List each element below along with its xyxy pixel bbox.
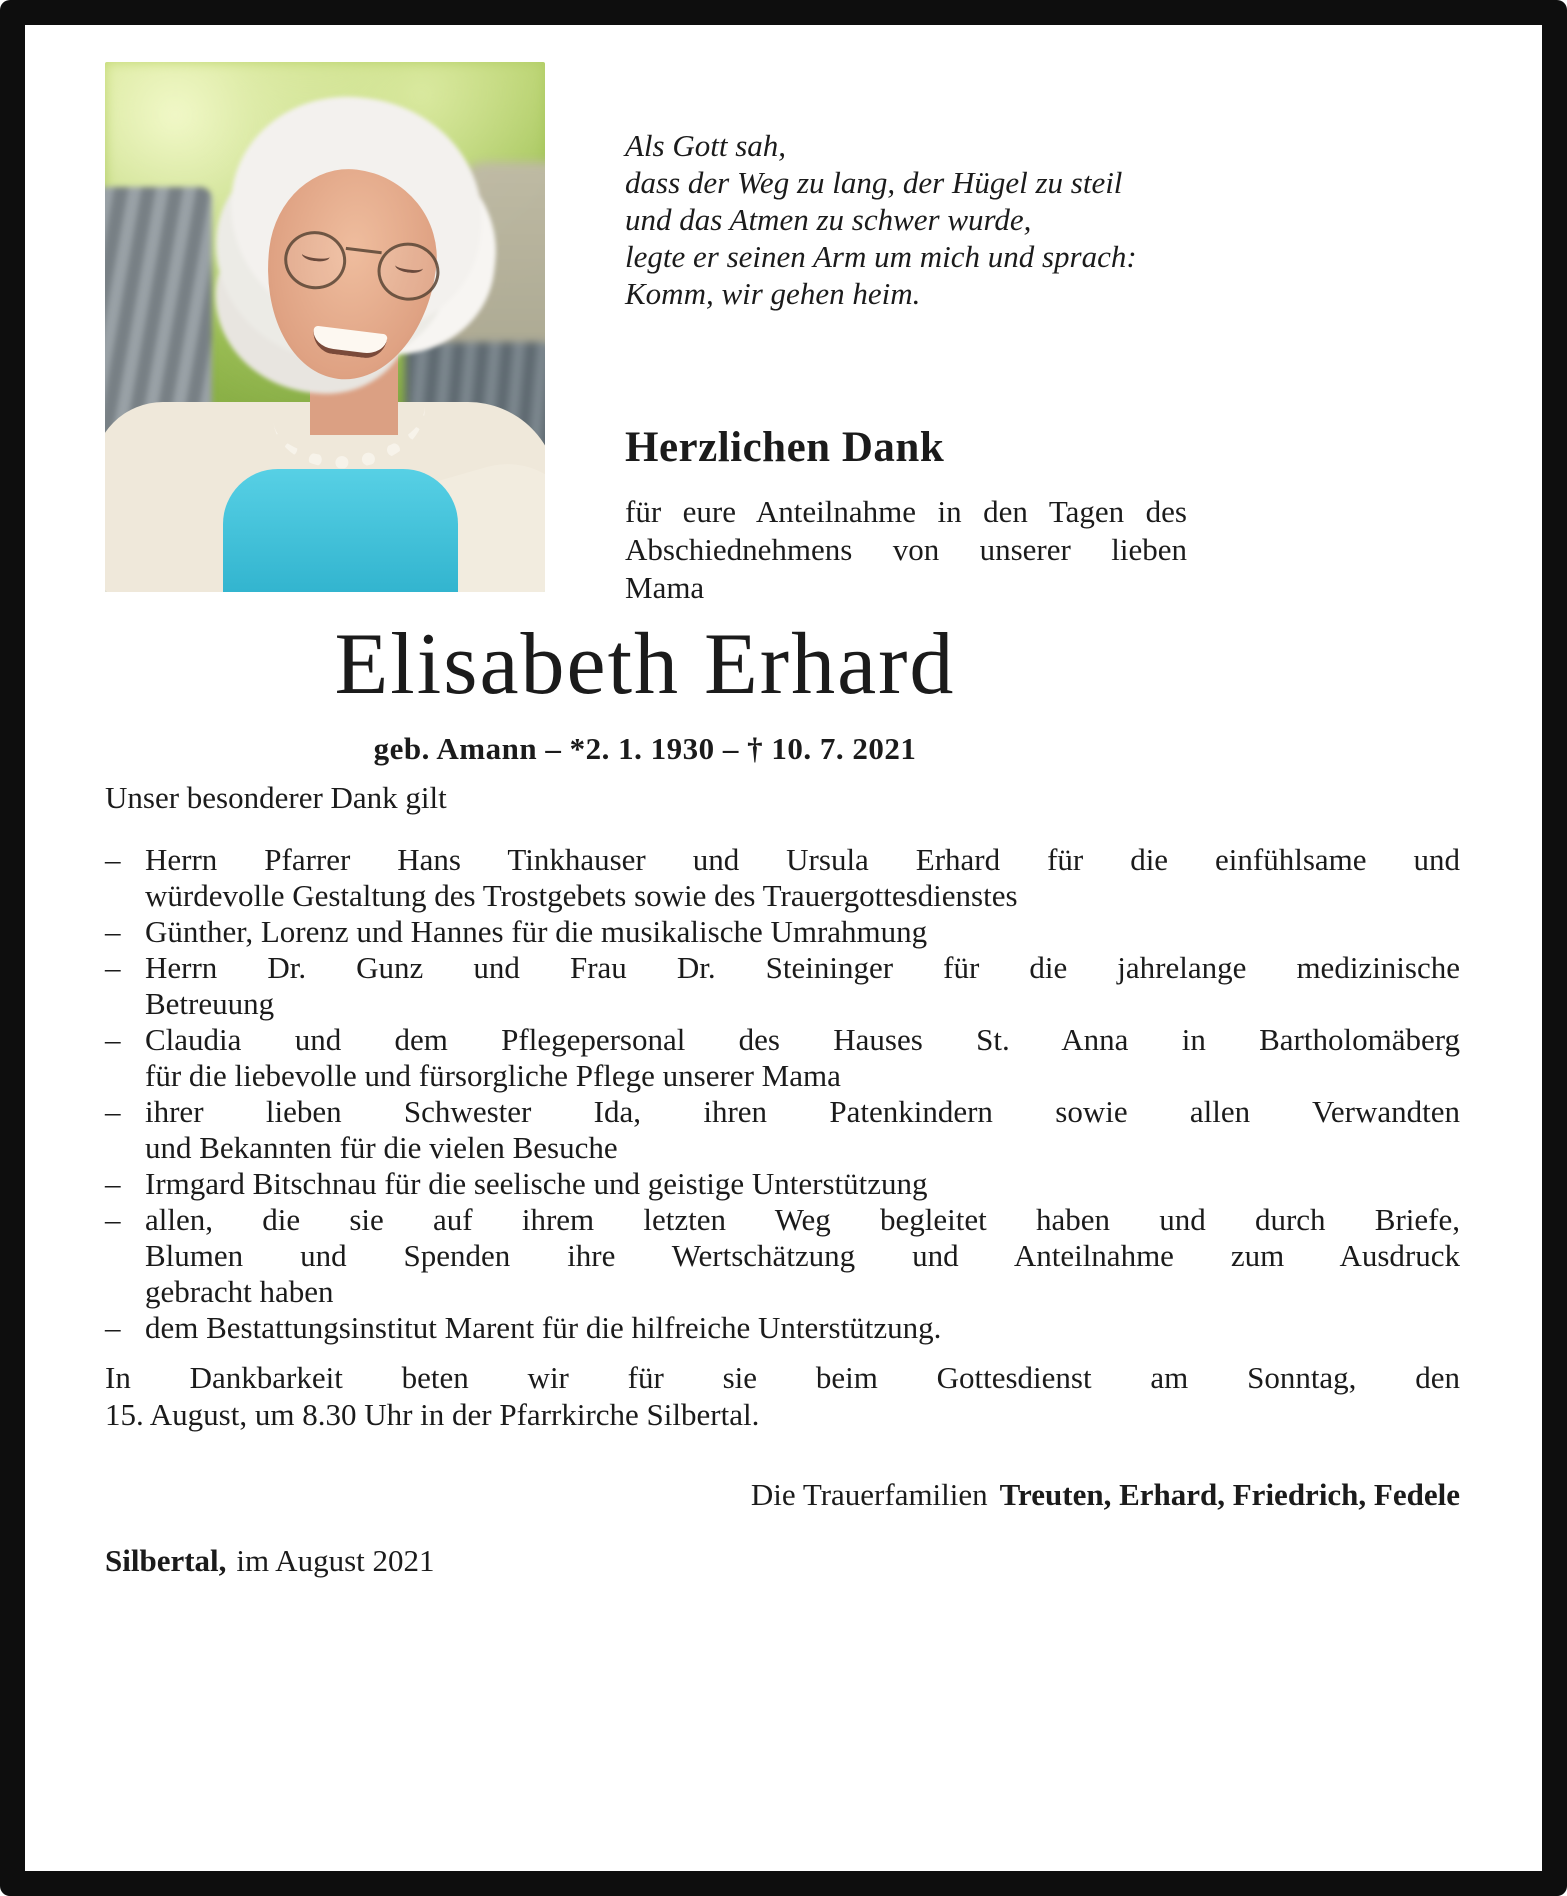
thanks-intro — [625, 493, 1187, 607]
text-line: Herrn Dr. Gunz und Frau Dr. Steininger für die jahrelange medizinische — [145, 950, 1460, 985]
list-dash: – — [105, 1022, 121, 1057]
place-and-date — [105, 1543, 435, 1579]
poem-line: Als Gott sah, — [625, 128, 787, 163]
families-label: Die Trauerfamilien — [750, 1477, 988, 1512]
text-line: Irmgard Bitschnau für die seelische und geistige Unterstützung — [145, 1166, 928, 1201]
thanks-list-item — [105, 914, 1460, 950]
text-line: Herrn Pfarrer Hans Tinkhauser und Ursula Erhard für die einfühlsame und — [145, 842, 1460, 877]
text-line: Blumen und Spenden ihre Wertschätzung und Anteilnahme zum Ausdruck — [145, 1238, 1460, 1273]
text-line: Betreuung — [145, 986, 275, 1021]
thanks-list-item — [105, 950, 1460, 1022]
head-shape — [205, 83, 506, 429]
text-line: Claudia und dem Pflegepersonal des Hauses St. Anna in Bartholomäberg — [145, 1022, 1460, 1057]
thanks-heading: Herzlichen Dank — [625, 424, 945, 471]
families-names: Treuten, Erhard, Friedrich, Fedele — [999, 1477, 1460, 1512]
text-line: In Dankbarkeit beten wir für sie beim Gottesdienst am Sonntag, den — [105, 1360, 1460, 1395]
thanks-list-item — [105, 1094, 1460, 1166]
text-line: Mama — [625, 570, 705, 605]
mourning-families — [105, 1477, 1460, 1513]
closing-paragraph — [105, 1359, 1460, 1433]
portrait-photo — [105, 62, 545, 592]
thanks-list-item — [105, 1202, 1460, 1310]
text-line: dem Bestattungsinstitut Marent für die hilfreiche Unterstützung. — [145, 1310, 942, 1345]
thanks-list-item — [105, 1166, 1460, 1202]
list-dash: – — [105, 1094, 121, 1129]
poem-line: und das Atmen zu schwer wurde, — [625, 202, 1032, 237]
thanks-list-item — [105, 1022, 1460, 1094]
poem-line: legte er seinen Arm um mich und sprach: — [625, 239, 1137, 274]
text-line: würdevolle Gestaltung des Trostgebets sowie des Trauergottesdienstes — [145, 878, 1018, 913]
glasses-bridge — [345, 247, 382, 259]
text-line: Günther, Lorenz und Hannes für die musikalische Umrahmung — [145, 914, 928, 949]
text-line: gebracht haben — [145, 1274, 334, 1309]
list-dash: – — [105, 1202, 121, 1237]
list-dash: – — [105, 950, 121, 985]
list-dash: – — [105, 1310, 121, 1345]
text-line: für eure Anteilnahme in den Tagen des — [625, 494, 1187, 529]
acknowledgements-section — [105, 780, 1460, 1346]
thanks-list — [105, 842, 1460, 1346]
memorial-poem — [625, 127, 1200, 312]
list-dash: – — [105, 914, 121, 949]
date-label: im August 2021 — [236, 1543, 435, 1578]
text-line: für die liebevolle und fürsorgliche Pflege unserer Mama — [145, 1058, 841, 1093]
text-line: und Bekannten für die vielen Besuche — [145, 1130, 618, 1165]
text-line: allen, die sie auf ihrem letzten Weg begleitet haben und durch Briefe, — [145, 1202, 1460, 1237]
text-line: 15. August, um 8.30 Uhr in der Pfarrkirche Silbertal. — [105, 1397, 760, 1432]
place-label: Silbertal, — [105, 1543, 227, 1578]
thanks-list-item — [105, 1310, 1460, 1346]
acknowledgements-intro: Unser besonderer Dank gilt — [105, 780, 447, 815]
turquoise-shirt-shape — [223, 469, 458, 592]
list-dash: – — [105, 1166, 121, 1201]
deceased-name: Elisabeth Erhard — [334, 616, 956, 713]
text-line: Abschiednehmens von unserer lieben — [625, 532, 1187, 567]
text-line: ihrer lieben Schwester Ida, ihren Patenkindern sowie allen Verwandten — [145, 1094, 1460, 1129]
poem-line: dass der Weg zu lang, der Hügel zu steil — [625, 165, 1123, 200]
list-dash: – — [105, 842, 121, 877]
life-dates: geb. Amann – *2. 1. 1930 – † 10. 7. 2021 — [373, 731, 917, 766]
poem-line: Komm, wir gehen heim. — [625, 276, 921, 311]
thanks-list-item — [105, 842, 1460, 914]
